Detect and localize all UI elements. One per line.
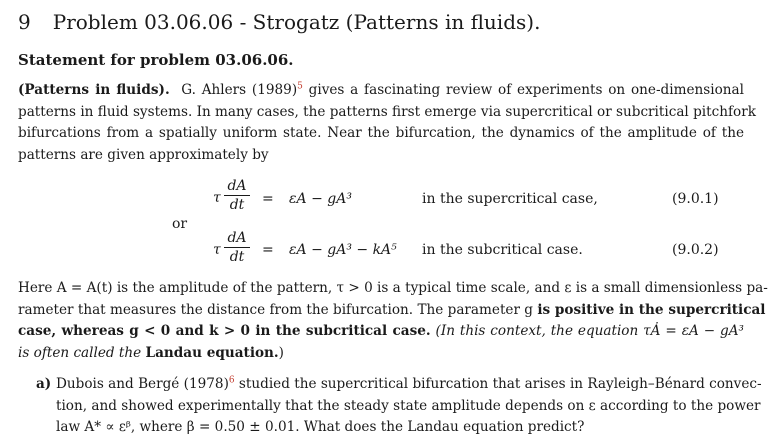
dubois-berge-citation: Dubois and Bergé (1978) (56, 376, 229, 392)
para2-line-1: Here A = A(t) is the amplitude of the pattern, τ > 0 is a typical time scale, and ε is a small dimensionless pa- (18, 280, 768, 296)
para2-italic-1: (In this context, the equation τȦ = εA − gA³ (430, 323, 744, 340)
eq1-frac-den: dt (229, 197, 245, 213)
eq1-tau: τ (213, 190, 221, 206)
eq1-number: (9.0.1) (672, 191, 719, 207)
intro-paragraph (18, 80, 756, 166)
eq1-frac-num: dA (227, 178, 247, 194)
intro-text-1: gives a fascinating review of experiments on one-dimensional (302, 82, 744, 98)
eq1-description: in the supercritical case, (422, 191, 598, 207)
question-a-label: a) (36, 376, 52, 392)
eq2-tau: τ (213, 242, 221, 258)
para2-emphasis-2: case, whereas g < 0 and k > 0 in the subcritical case. (18, 323, 431, 340)
eq2-frac-bar (224, 247, 250, 248)
or-connector: or (172, 216, 188, 232)
para2-close-paren: ) (278, 344, 284, 361)
question-a-line-2: tion, and showed experimentally that the steady state amplitude depends on ε according to the power (56, 397, 761, 414)
eq2-equals: = (262, 242, 274, 258)
statement-subheading: Statement for problem 03.06.06. (18, 51, 294, 69)
question-a-text-1: studied the supercritical bifurcation that arises in Rayleigh–Bénard convec- (234, 376, 762, 392)
section-title (18, 10, 540, 34)
eq2-description: in the subcritical case. (422, 242, 583, 258)
intro-line-2: patterns in fluid systems. In many cases, the patterns first emerge via supercritical or subcritical pitchfork (18, 103, 756, 120)
para2-italic-2: is often called the (18, 344, 146, 361)
footnote-5-link[interactable]: 5 (297, 81, 303, 92)
definitions-paragraph (18, 278, 768, 364)
eq2-frac-num: dA (227, 230, 247, 246)
para2-line-3 (18, 321, 744, 343)
para2-line-2 (18, 300, 766, 322)
question-a-line-1 (56, 374, 762, 396)
ahlers-citation: G. Ahlers (1989) (181, 82, 298, 98)
eq1-equals: = (262, 191, 274, 207)
intro-line-1 (18, 80, 744, 102)
eq2-derivative (224, 230, 250, 265)
eq1-frac-bar (224, 195, 250, 196)
eq1-derivative (224, 178, 250, 213)
section-number: 9 (18, 10, 31, 34)
intro-line-3: bifurcations from a spatially uniform state. Near the bifurcation, the dynamics of the amplitude of the (18, 125, 744, 142)
question-a-body (56, 374, 762, 439)
section-heading: Problem 03.06.06 - Strogatz (Patterns in fluids). (52, 10, 541, 34)
question-a-line-3: law A* ∝ εᵝ, where β = 0.50 ± 0.01. What does the Landau equation predict? (56, 419, 585, 436)
landau-equation-term: Landau equation. (145, 344, 279, 361)
para2-line-4 (18, 343, 744, 365)
footnote-6-link[interactable]: 6 (228, 375, 235, 386)
para2-emphasis-1: is positive in the supercritical (537, 301, 766, 318)
problem-lead-title: (Patterns in fluids). (18, 82, 170, 98)
eq2-frac-den: dt (229, 249, 245, 265)
eq2-rhs: εA − gA³ − kA⁵ (289, 242, 397, 258)
eq2-number: (9.0.2) (672, 242, 719, 258)
intro-line-4: patterns are given approximately by (18, 146, 269, 163)
para2-text-2: rameter that measures the distance from the bifurcation. The parameter g (18, 301, 538, 318)
eq1-rhs: εA − gA³ (289, 191, 352, 207)
